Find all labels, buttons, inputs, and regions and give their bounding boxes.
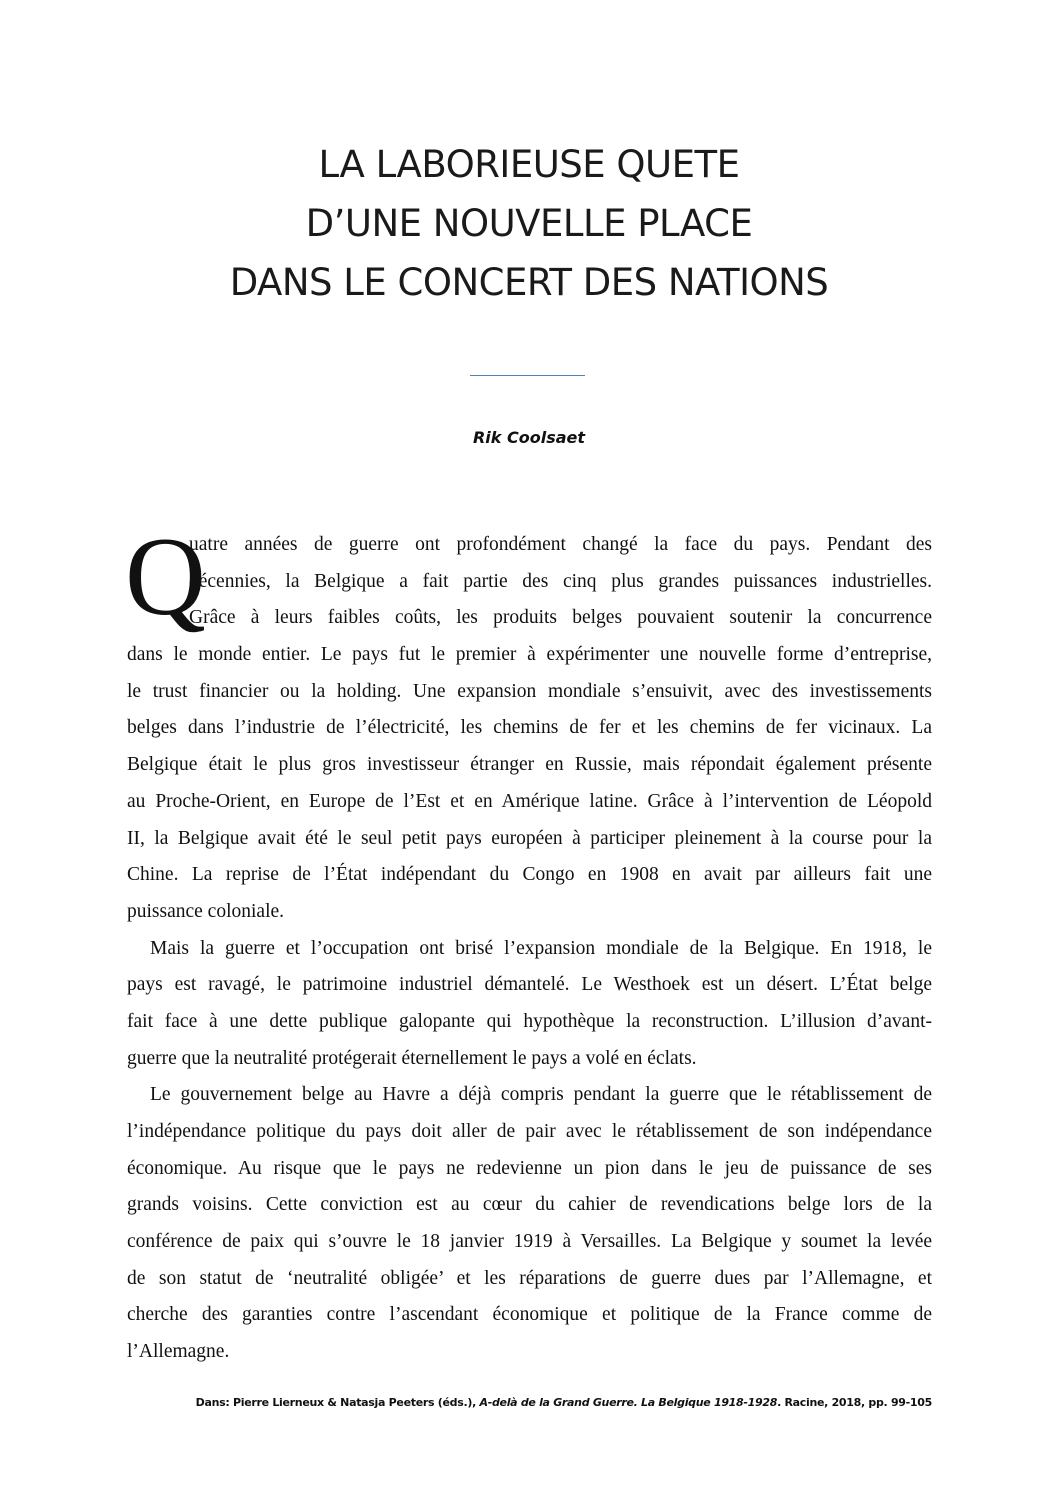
text-line: de son statut de ‘neutralité obligée’ et les réparations de guerre dues par l’Allemagne, et: [127, 1267, 932, 1289]
title-line: LA LABORIEUSE QUETE: [318, 143, 740, 186]
citation-book-title: A-delà de la Grand Guerre. La Belgique 1918-1928: [479, 1396, 778, 1409]
citation-prefix: Dans: Pierre Lierneux & Natasja Peeters (éds.),: [195, 1396, 480, 1409]
text-line: cherche des garanties contre l’ascendant économique et politique de la France comme de: [127, 1304, 932, 1326]
text-line: pays est ravagé, le patrimoine industriel démantelé. Le Westhoek est un désert. L’État belge: [127, 974, 932, 996]
title-divider: [470, 375, 585, 376]
text-line: le trust financier ou la holding. Une expansion mondiale s’ensuivit, avec des investissements: [127, 680, 932, 702]
text-line: dans le monde entier. Le pays fut le premier à expérimenter une nouvelle forme d’entreprise,: [127, 644, 932, 666]
text-line: II, la Belgique avait été le seul petit pays européen à participer pleinement à la course pour la: [127, 827, 932, 849]
text-line: uatre années de guerre ont profondément changé la face du pays. Pendant des: [189, 534, 932, 555]
author-name: Rik Coolsaet: [472, 428, 586, 447]
drop-cap: Q: [125, 515, 206, 639]
paragraph: [127, 1077, 932, 1371]
text-line: au Proche-Orient, en Europe de l’Est et en Amérique latine. Grâce à l’intervention de Léopold: [127, 790, 932, 812]
citation-suffix: . Racine, 2018, pp. 99-105: [777, 1396, 932, 1409]
text-line: Le gouvernement belge au Havre a déjà compris pendant la guerre que le rétablissement de: [150, 1084, 932, 1106]
title-line: D’UNE NOUVELLE PLACE: [305, 202, 753, 245]
article-body: [125, 515, 932, 1371]
text-line: Chine. La reprise de l’État indépendant du Congo en 1908 en avait par ailleurs fait une: [127, 864, 932, 886]
text-line: conférence de paix qui s’ouvre le 18 janvier 1919 à Versailles. La Belgique y soumet la levée: [127, 1231, 932, 1253]
text-line: l’indépendance politique du pays doit aller de pair avec le rétablissement de son indépendance: [127, 1121, 932, 1142]
paragraph: [127, 527, 932, 931]
text-line: guerre que la neutralité protégerait éternellement le pays a volé en éclats.: [127, 1047, 697, 1069]
text-line: l’Allemagne.: [127, 1341, 230, 1363]
text-line: décennies, la Belgique a fait partie des cinq plus grandes puissances industrielles.: [189, 570, 932, 592]
article-title: [0, 135, 1058, 312]
text-line: puissance coloniale.: [127, 900, 285, 922]
text-line: belges dans l’industrie de l’électricité, les chemins de fer et les chemins de fer vicinaux. La: [127, 717, 932, 739]
text-line: Belgique était le plus gros investisseur étranger en Russie, mais répondait également présente: [127, 754, 932, 776]
text-line: grands voisins. Cette conviction est au cœur du cahier de revendications belge lors de la: [127, 1194, 932, 1216]
text-line: fait face à une dette publique galopante qui hypothèque la reconstruction. L’illusion d’avant-: [127, 1010, 932, 1032]
title-line: DANS LE CONCERT DES NATIONS: [229, 261, 829, 304]
citation-footer: [196, 1396, 932, 1409]
text-line: Grâce à leurs faibles coûts, les produits belges pouvaient soutenir la concurrence: [189, 607, 932, 629]
text-line: économique. Au risque que le pays ne redevienne un pion dans le jeu de puissance de ses: [127, 1157, 932, 1179]
paragraph: [127, 931, 932, 1078]
text-line: Mais la guerre et l’occupation ont brisé l’expansion mondiale de la Belgique. En 1918, le: [150, 937, 932, 959]
